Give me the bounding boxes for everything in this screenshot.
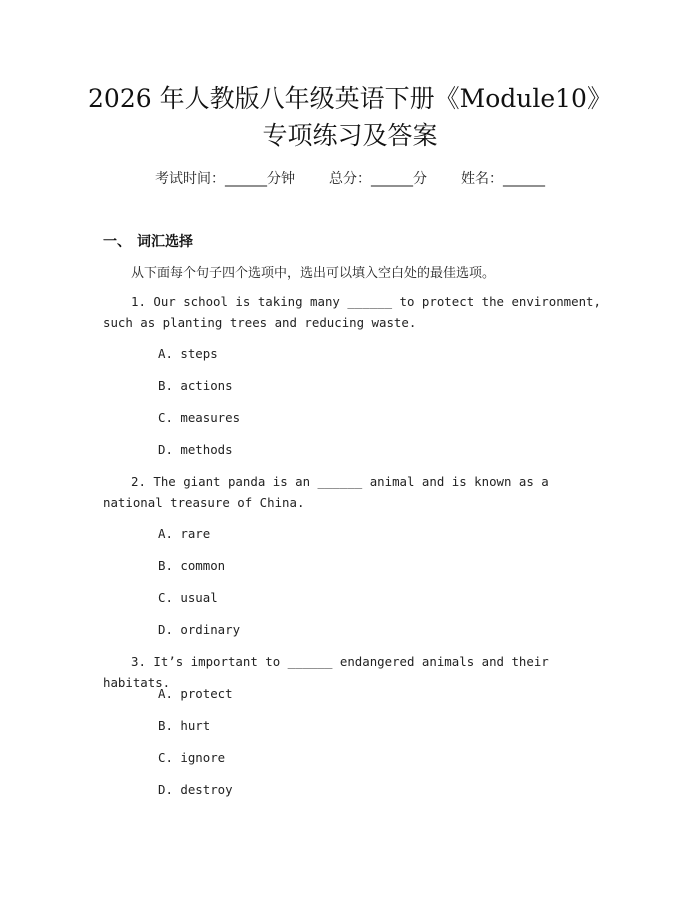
option-d: D. ordinary <box>158 622 241 637</box>
question-text: 3. It’s important to ______ endangered animals and their habitats. <box>103 654 549 690</box>
question-text: 2. The giant panda is an ______ animal and is known as a national treasure of China. <box>103 474 549 510</box>
option-a: A. protect <box>158 686 233 701</box>
option-c: C. usual <box>158 590 218 605</box>
option-b: B. common <box>158 558 226 573</box>
section-number: 一、 <box>103 234 131 250</box>
section-heading <box>103 231 193 251</box>
option-c: C. ignore <box>158 750 226 765</box>
option-a: A. steps <box>158 346 218 361</box>
option-d: D. destroy <box>158 782 233 797</box>
question-text: 1. Our school is taking many ______ to protect the environment, such as planting trees and reducing waste. <box>103 294 601 330</box>
document-title-line1: 2026 年人教版八年级英语下册《Module10》 <box>88 84 612 113</box>
section-instruction: 从下面每个句子四个选项中，选出可以填入空白处的最佳选项。 <box>131 266 496 281</box>
exam-name: 姓名：______ <box>461 171 545 187</box>
exam-time: 考试时间：______分钟 <box>155 171 295 187</box>
section-title: 词汇选择 <box>137 234 193 250</box>
option-c: C. measures <box>158 410 241 425</box>
exam-score: 总分：______分 <box>329 171 427 187</box>
option-b: B. hurt <box>158 718 211 733</box>
option-d: D. methods <box>158 442 233 457</box>
option-b: B. actions <box>158 378 233 393</box>
option-a: A. rare <box>158 526 211 541</box>
exam-info <box>0 168 700 188</box>
document-title-line2: 专项练习及答案 <box>262 121 438 150</box>
